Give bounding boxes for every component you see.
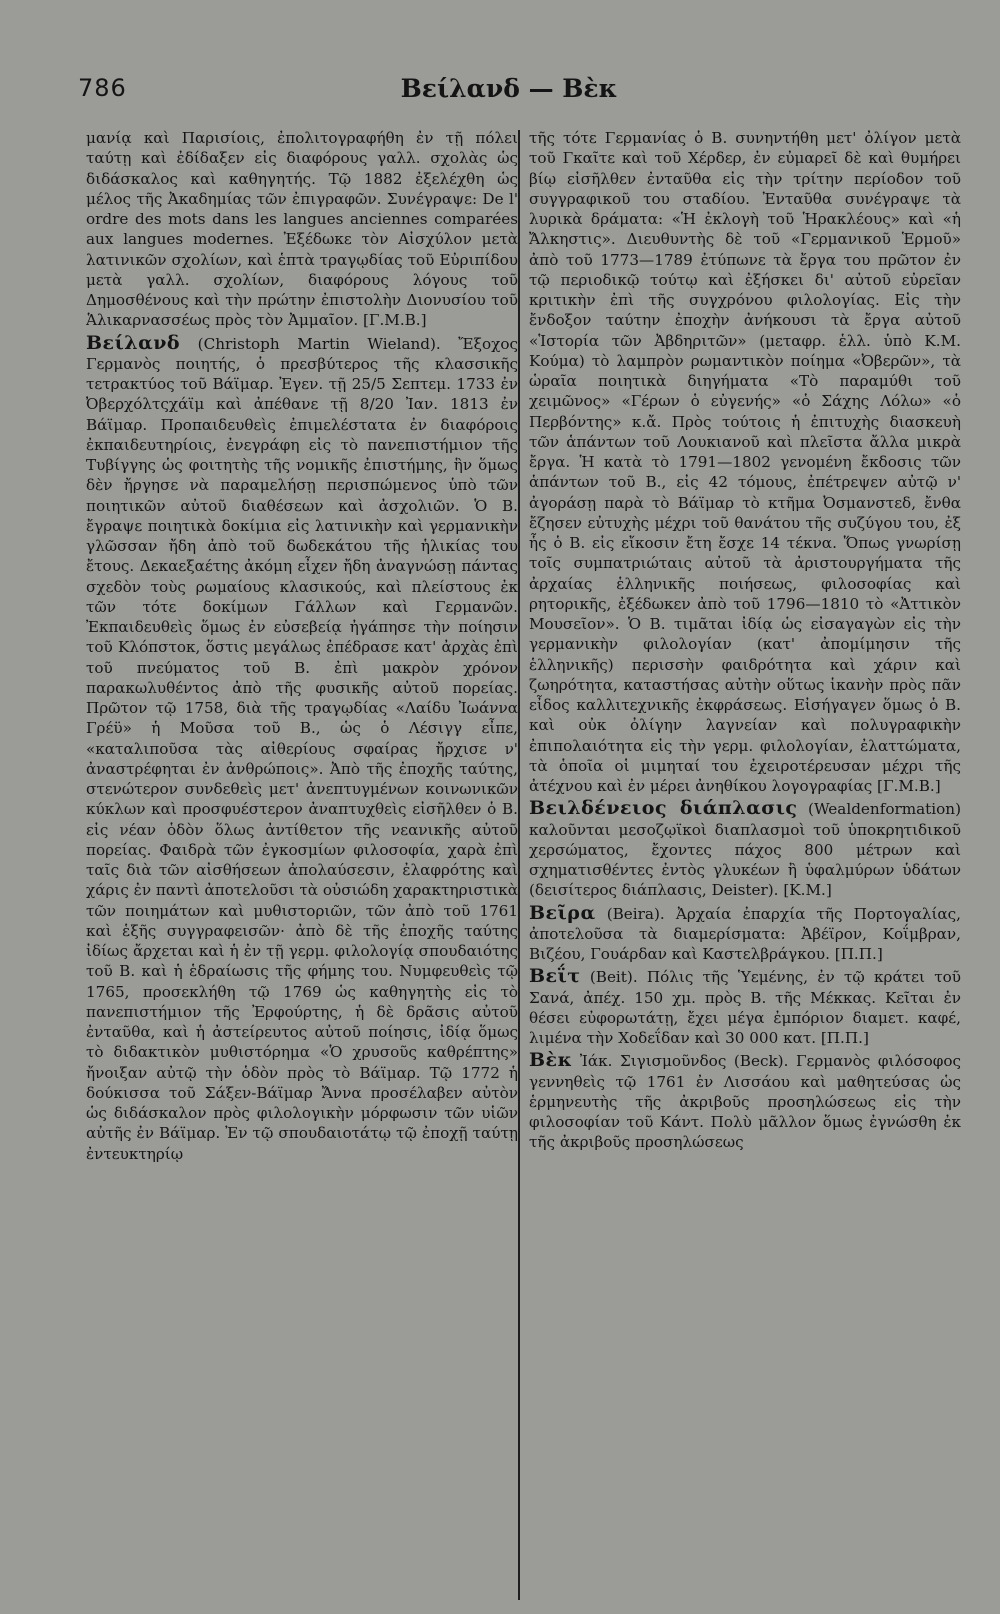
entry-beck <box>529 1050 961 1152</box>
page-header <box>78 74 940 114</box>
entry-beira <box>529 903 961 965</box>
headword-beira: Βεῖρα <box>529 901 596 924</box>
entry-wealden-body: (Wealdenformation) καλοῦνται μεσοζῳϊκοὶ διαπλασμοὶ τοῦ ὑποκρητιδικοῦ χερσώματος, ἔχοντες πάχος 800 μέτρων καὶ σχηματισθέντες ἐντὸς γλυκέων ἢ ὑφαλμύρων ὑδάτων (δεισίτερος διάπλασις, Deister). [Κ.Μ.] <box>529 800 961 900</box>
entry-wieland-body: (Christoph Martin Wieland). Ἔξοχος Γερμανὸς ποιητής, ὁ πρεσβύτερος τῆς κλασσικῆς τετρακτύος τοῦ Βάϊμαρ. Ἐγεν. τῇ 25/5 Σεπτεμ. 1733 ἐν Ὀβερχόλτςχάϊμ καὶ ἀπέθανε τῇ 8/20 Ἰαν. 1813 ἐν Βάϊμαρ. Προπαιδευθεὶς ἐπιμελέστατα ἐν διαφόροις ἐκπαιδευτηρίοις, ἐνεγράφη εἰς τὸ πανεπιστήμιον τῆς Τυβίγγης ὡς φοιτητὴς τῆς νομικῆς ἐπιστήμης, ἣν ὅμως δὲν ἤργησε νὰ παραμελήσῃ περισπώμενος ὑπὸ τῶν ποιητικῶν αὐτοῦ διαθέσεων καὶ ἀσχολιῶν. Ὁ Β. ἔγραψε ποιητικὰ δοκίμια εἰς λατινικὴν καὶ γερμανικὴν γλῶσσαν ἤδη ἀπὸ τοῦ δωδεκάτου τῆς ἡλικίας του ἔτους. Δεκαεξαέτης ἀκόμη εἶχεν ἤδη ἀναγνώσῃ πάντας σχεδὸν τοὺς ρωμαίους κλασικούς, καὶ πλείστους ἐκ τῶν τότε δοκίμων Γάλλων καὶ Γερμανῶν. Ἐκπαιδευθεὶς ὅμως ἐν εὐσεβείᾳ ἠγάπησε τὴν ποίησιν τοῦ Κλόπστοκ, ὅστις μεγάλως ἐπέδρασε κατ' ἀρχὰς ἐπὶ τοῦ πνεύματος τοῦ Β. ἐπὶ μακρὸν χρόνον παρακωλυθέντος ἀπὸ τῆς φυσικῆς αὐτοῦ πορείας. Πρῶτον τῷ 1758, διὰ τῆς τραγῳδίας «Λαίδυ Ἰωάννα Γρέϋ» ἡ Μοῦσα τοῦ Β., ὡς ὁ Λέσιγγ εἶπε, «καταλιποῦσα τὰς αἰθερίους σφαίρας ἤρχισε ν' ἀναστρέφηται ἐν ἀνθρώποις». Ἀπὸ τῆς ἐποχῆς ταύτης, στενώτερον συνδεθεὶς μετ' ἀνεπτυγμένων κοινωνικῶν κύκλων καὶ προσφυέστερον ἀναπτυχθεὶς εἰσῆλθεν ὁ Β. εἰς νέαν ὁδὸν ὅλως ἀντίθετον τῆς νεανικῆς αὐτοῦ πορείας. Φαιδρὰ τῶν ἐγκοσμίων φιλοσοφία, χαρὰ ἐπὶ ταῖς διὰ τῶν αἰσθήσεων ἀπολαύσεσιν, ἐλαφρότης καὶ χάρις ἐν παντὶ ἀποτελοῦσι τὰ οὐσιώδη χαρακτηριστικὰ τῶν ποιημάτων καὶ μυθιστοριῶν, τῶν ἀπὸ τοῦ 1761 καὶ ἑξῆς συγγραφεισῶν· ἀπὸ δὲ τῆς ἐποχῆς ταύτης ἰδίως ἄρχεται καὶ ἡ ἐν τῇ γερμ. φιλολογίᾳ σπουδαιότης τοῦ Β. καὶ ἡ ἑδραίωσις τῆς φήμης του. Νυμφευθεὶς τῷ 1765, προσεκλήθη τῷ 1769 ὡς καθηγητὴς εἰς τὸ πανεπιστήμιον τῆς Ἐρφούρτης, ἡ δὲ δρᾶσις αὐτοῦ ἐνταῦθα, καὶ ἡ ἀστείρευτος αὐτοῦ ποίησις, ἰδίᾳ ὅμως τὸ διδακτικὸν μυθιστόρημα «Ὁ χρυσοῦς καθρέπτης» ἤνοιξαν αὐτῷ τὴν ὁδὸν πρὸς τὸ Βάϊμαρ. Τῷ 1772 ἡ δούκισσα τοῦ Σάξεν-Βάϊμαρ Ἄννα προσέλαβεν αὐτὸν ὡς διδάσκαλον πρὸς φιλολογικὴν μόρφωσιν τῶν υἱῶν αὐτῆς ἐν Βάϊμαρ. Ἐν τῷ σπουδαιοτάτῳ τῷ ἐποχῇ ταύτῃ ἐντευκτηρίῳ <box>86 334 518 1163</box>
column-divider <box>518 130 520 1600</box>
entry-beit <box>529 966 961 1048</box>
entry-beira-body: (Beira). Ἀρχαία ἐπαρχία τῆς Πορτογαλίας, ἀποτελοῦσα τὰ διαμερίσματα: Ἀβέϊρον, Κοΐμβραν, Βιζέου, Γουάρδαν καὶ Καστελβράγκου. [Π.Π.] <box>529 904 961 963</box>
headword-beck: Βὲκ <box>529 1049 573 1072</box>
page-number: 786 <box>78 74 127 102</box>
continuation-paragraph: τῆς τότε Γερμανίας ὁ Β. συνηντήθη μετ' ὀλίγον μετὰ τοῦ Γκαῖτε καὶ τοῦ Χέρδερ, ἐν εὐμαρεῖ δὲ καὶ θυμήρει βίῳ εἰσῆλθεν ἐνταῦθα εἰς τὴν τρίτην περίοδον τοῦ συγγραφικοῦ του σταδίου. Ἐνταῦθα συνέγραψε τὰ λυρικὰ δράματα: «Ἡ ἐκλογὴ τοῦ Ἡρακλέους» καὶ «ἡ Ἄλκηστις». Διευθυντὴς δὲ τοῦ «Γερμανικοῦ Ἑρμοῦ» ἀπὸ τοῦ 1773—1789 ἐτύπωνε τὰ ἔργα του πρῶτον ἐν τῷ περιοδικῷ τούτῳ καὶ ἐξήσκει δι' αὐτοῦ εὐρεῖαν κριτικὴν ἐπὶ τῆς συγχρόνου φιλολογίας. Εἰς τὴν ἔνδοξον ταύτην ἐποχὴν ἀνήκουσι τὰ ἔργα αὐτοῦ «Ἱστορία τῶν Ἀβδηριτῶν» (μεταφρ. ἑλλ. ὑπὸ Κ.Μ. Κούμα) τὸ λαμπρὸν ρωμαντικὸν ποίημα «Ὀβερῶν», τὰ ὡραῖα ποιητικὰ διηγήματα «Τὸ παραμύθι τοῦ χειμῶνος» «Γέρων ὁ εὐγενής» «ὁ Σάχης Λόλω» «ὁ Περβόντης» κ.ἄ. Πρὸς τούτοις ἡ ἐπιτυχὴς διασκευὴ τῶν ἁπάντων τοῦ Λουκιανοῦ καὶ πλεῖστα ἄλλα μικρὰ ἔργα. Ἡ κατὰ τὸ 1791—1802 γενομένη ἔκδοσις τῶν ἁπάντων τοῦ Β., εἰς 42 τόμους, ἐπέτρεψεν αὐτῷ ν' ἀγοράσῃ παρὰ τὸ Βάϊμαρ τὸ κτῆμα Ὀσμανστεδ, ἔνθα ἔζησεν εὐτυχὴς μέχρι τοῦ θανάτου τῆς συζύγου του, ἐξ ἧς ὁ Β. εἰς εἴκοσιν ἔτη ἔσχε 14 τέκνα. Ὅπως γνωρίσῃ τοῖς συμπατριώταις αὐτοῦ τὰ ἀριστουργήματα τῆς ἀρχαίας ἑλληνικῆς ποιήσεως, φιλοσοφίας καὶ ρητορικῆς, ἐξέδωκεν ἀπὸ τοῦ 1796—1810 τὸ «Ἀττικὸν Μουσεῖον». Ὁ Β. τιμᾶται ἰδίᾳ ὡς εἰσαγαγὼν εἰς τὴν γερμανικὴν φιλολογίαν (κατ' ἀπομίμησιν τῆς ἑλληνικῆς) περισσὴν φαιδρότητα καὶ χάριν καὶ ζωηρότητα, καταστήσας αὐτὴν οὕτως ἱκανὴν πρὸς πᾶν εἶδος καλλιτεχνικῆς ἐκφράσεως. Εἰσήγαγεν ὅμως ὁ Β. καὶ οὐκ ὀλίγην λαγνείαν καὶ πολυγραφικὴν ἐπιπολαιότητα εἰς τὴν γερμ. φιλολογίαν, ἐλαττώματα, τὰ ὁποῖα οἱ μιμηταί του ἐχειροτέρευσαν μέχρι τῆς ἀτέχνου καὶ ἐν μέρει ἀνηθίκου λογογραφίας [Γ.Μ.Β.] <box>529 129 961 795</box>
entry-wealden <box>529 798 961 900</box>
intro-paragraph: μανίᾳ καὶ Παρισίοις, ἐπολιτογραφήθη ἐν τῇ πόλει ταύτῃ καὶ ἐδίδαξεν εἰς διαφόρους γαλλ. σχολὰς ὡς διδάσκαλος καὶ καθηγητής. Τῷ 1882 ἐξελέχθη ὡς μέλος τῆς Ἀκαδημίας τῶν ἐπιγραφῶν. Συνέγραψε: De l' ordre des mots dans les langues anciennes comparées aux langues modernes. Ἐξέδωκε τὸν Αἰσχύλον μετὰ λατινικῶν σχολίων, καὶ ἑπτὰ τραγῳδίας τοῦ Εὐριπίδου μετὰ γαλλ. σχολίων, διαφόρους λόγους τοῦ Δημοσθένους καὶ τὴν πρώτην ἐπιστολὴν Διονυσίου τοῦ Ἁλικαρνασσέως πρὸς τὸν Ἀμμαῖον. [Γ.Μ.Β.] <box>86 129 518 330</box>
entry-beit-body: (Beit). Πόλις τῆς Ὑεμένης, ἐν τῷ κράτει τοῦ Σανά, ἀπέχ. 150 χμ. πρὸς Β. τῆς Μέκκας. Κεῖται ἐν θέσει εὐφορωτάτῃ, ἔχει μέγα ἐμπόριον διαμετ. καφέ, λιμένα τὴν Χοδεΐδαν καὶ 30 000 κατ. [Π.Π.] <box>529 968 961 1047</box>
entry-wieland <box>86 333 518 1164</box>
headword-beit: Βεΐτ <box>529 965 581 988</box>
left-column <box>86 128 518 1598</box>
running-head: Βείλανδ — Βὲκ <box>400 74 618 103</box>
right-column <box>529 128 961 1598</box>
headword-wieland: Βείλανδ <box>86 331 181 354</box>
entry-beck-body: Ἰάκ. Σιγισμοῦνδος (Beck). Γερμανὸς φιλόσοφος γεννηθεὶς τῷ 1761 ἐν Λισσάου καὶ μαθητεύσας ὡς ἑρμηνευτὴς τῆς ἀκριβοῦς προσηλώσεως εἰς τὴν φιλοσοφίαν τοῦ Κάντ. Πολὺ μᾶλλον ὅμως ἐγνώσθη ἐκ τῆς ἀκριβοῦς προσηλώσεως <box>529 1052 961 1152</box>
headword-wealden: Βειλδένειος διάπλασις <box>529 797 798 820</box>
